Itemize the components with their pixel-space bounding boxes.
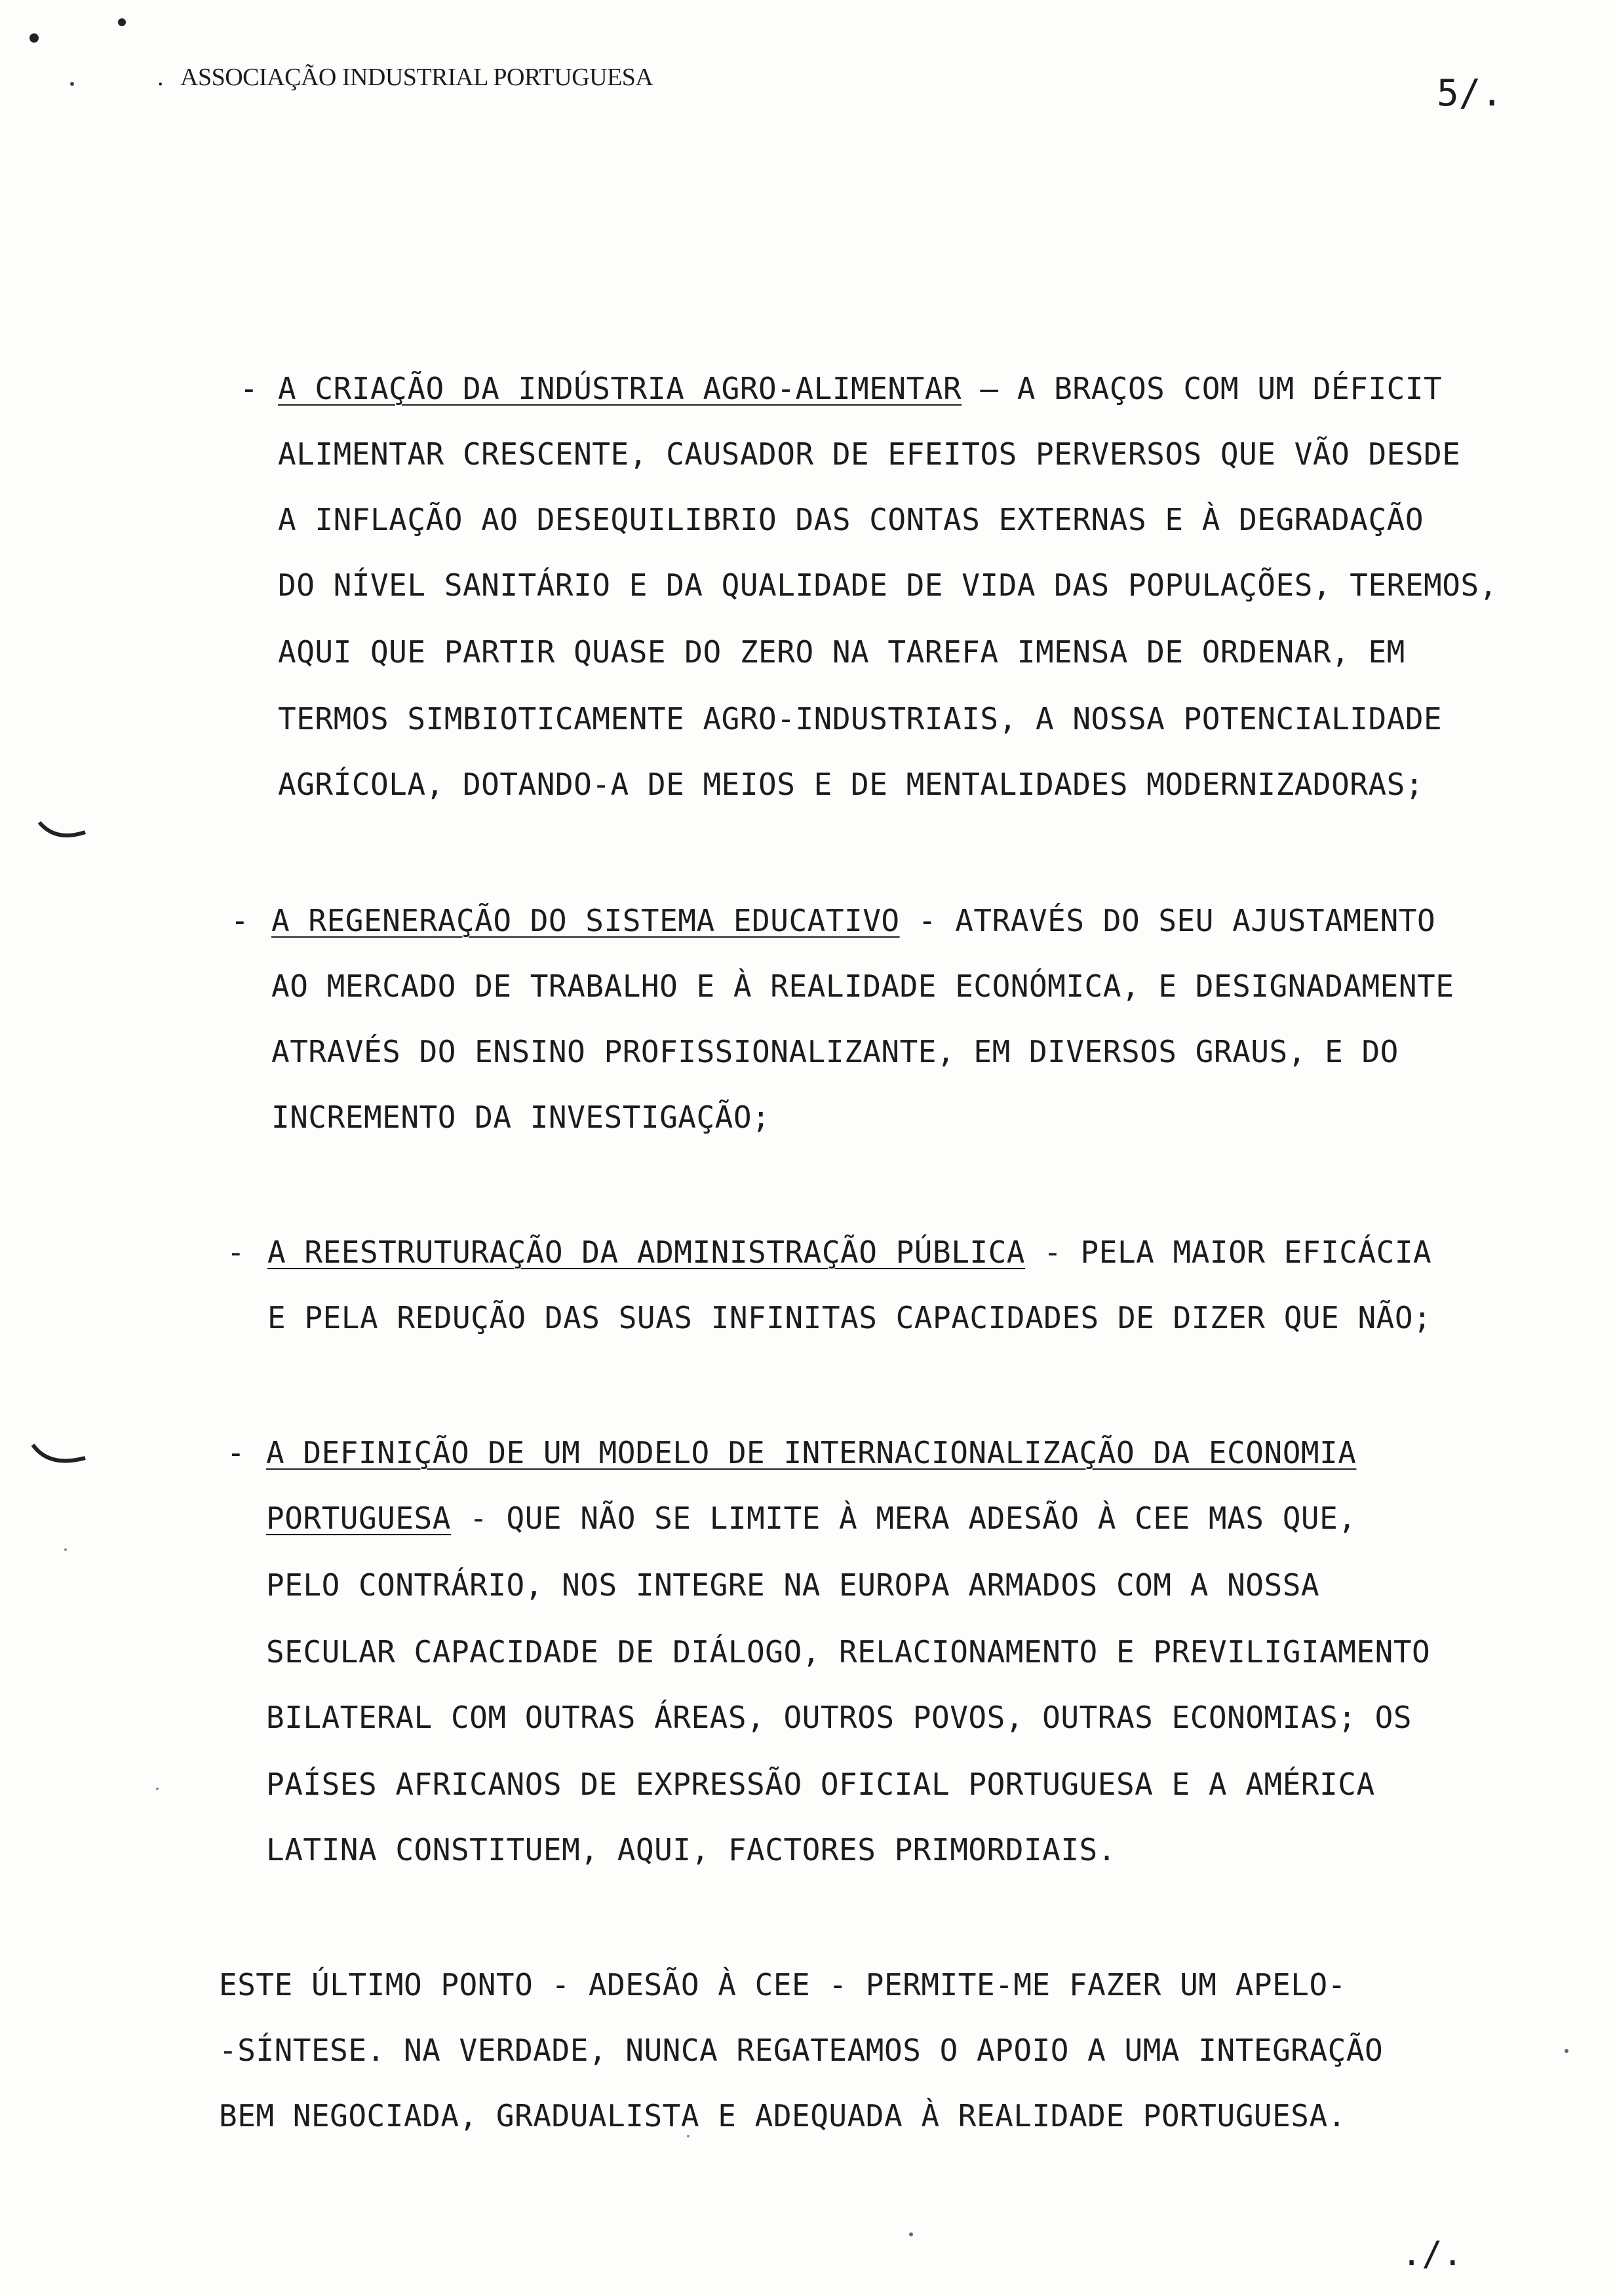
item-title: A REGENERAÇÃO DO SISTEMA EDUCATIVO xyxy=(271,903,900,938)
item-dash: - xyxy=(231,903,250,938)
item-line: AGRÍCOLA, DOTANDO-A DE MEIOS E DE MENTALIDADES MODERNIZADORAS; xyxy=(278,767,1424,802)
paragraph-line: BEM NEGOCIADA, GRADUALISTA E ADEQUADA À REALIDADE PORTUGUESA. xyxy=(219,2098,1346,2133)
item-line: AQUI QUE PARTIR QUASE DO ZERO NA TAREFA IMENSA DE ORDENAR, EM xyxy=(278,634,1405,670)
item-first-line-rest: - PELA MAIOR EFICÁCIA xyxy=(1024,1234,1432,1270)
item-line: LATINA CONSTITUEM, AQUI, FACTORES PRIMORDIAIS. xyxy=(266,1832,1116,1867)
item-line: AO MERCADO DE TRABALHO E À REALIDADE ECONÓMICA, E DESIGNADAMENTE xyxy=(271,968,1454,1004)
item-title-continuation: PORTUGUESA xyxy=(266,1501,451,1536)
item-first-line-rest: - ATRAVÉS DO SEU AJUSTAMENTO xyxy=(899,903,1436,938)
paragraph-line: -SÍNTESE. NA VERDADE, NUNCA REGATEAMOS O APOIO A UMA INTEGRAÇÃO xyxy=(219,2033,1384,2068)
item-line: ATRAVÉS DO ENSINO PROFISSIONALIZANTE, EM DIVERSOS GRAUS, E DO xyxy=(271,1034,1399,1069)
item-first-line-rest: — A BRAÇOS COM UM DÉFICIT xyxy=(962,371,1443,406)
item-line: TERMOS SIMBIOTICAMENTE AGRO-INDUSTRIAIS, A NOSSA POTENCIALIDADE xyxy=(278,701,1443,737)
item-line: PAÍSES AFRICANOS DE EXPRESSÃO OFICIAL PORTUGUESA E A AMÉRICA xyxy=(266,1767,1375,1802)
item-line: BILATERAL COM OUTRAS ÁREAS, OUTROS POVOS, OUTRAS ECONOMIAS; OS xyxy=(266,1700,1412,1735)
item-dash: - xyxy=(227,1234,246,1270)
item-line: SECULAR CAPACIDADE DE DIÁLOGO, RELACIONAMENTO E PREVILIGIAMENTO xyxy=(266,1634,1431,1670)
item-line: ALIMENTAR CRESCENTE, CAUSADOR DE EFEITOS PERVERSOS QUE VÃO DESDE xyxy=(278,436,1461,472)
item-line: DO NÍVEL SANITÁRIO E DA QUALIDADE DE VIDA DAS POPULAÇÕES, TEREMOS, xyxy=(278,567,1498,603)
item-first-line xyxy=(271,903,1435,938)
item-title: A REESTRUTURAÇÃO DA ADMINISTRAÇÃO PÚBLICA xyxy=(267,1234,1025,1270)
item-title: A DEFINIÇÃO DE UM MODELO DE INTERNACIONALIZAÇÃO DA ECONOMIA xyxy=(266,1435,1357,1470)
item-dash: - xyxy=(227,1435,246,1470)
item-dash: - xyxy=(240,371,259,406)
item-line: INCREMENTO DA INVESTIGAÇÃO; xyxy=(271,1100,771,1135)
item-line: E PELA REDUÇÃO DAS SUAS INFINITAS CAPACIDADES DE DIZER QUE NÃO; xyxy=(267,1300,1432,1335)
item-second-line xyxy=(266,1501,1356,1536)
item-line: A INFLAÇÃO AO DESEQUILIBRIO DAS CONTAS EXTERNAS E À DEGRADAÇÃO xyxy=(278,502,1424,537)
organization-name: ASSOCIAÇÃO INDUSTRIAL PORTUGUESA xyxy=(180,64,653,91)
item-first-line xyxy=(266,1435,1356,1470)
item-line: PELO CONTRÁRIO, NOS INTEGRE NA EUROPA ARMADOS COM A NOSSA xyxy=(266,1567,1320,1603)
continuation-mark: ./. xyxy=(1401,2234,1463,2274)
page-number: 5/. xyxy=(1437,72,1504,115)
paragraph-line: ESTE ÚLTIMO PONTO - ADESÃO À CEE - PERMITE-ME FAZER UM APELO- xyxy=(219,1967,1346,2002)
item-first-line xyxy=(267,1234,1431,1270)
header-bullet: . xyxy=(157,64,163,91)
item-first-line xyxy=(278,371,1442,406)
item-second-line-rest: - QUE NÃO SE LIMITE À MERA ADESÃO À CEE MAS QUE, xyxy=(450,1501,1357,1536)
item-title: A CRIAÇÃO DA INDÚSTRIA AGRO-ALIMENTAR xyxy=(278,371,962,406)
